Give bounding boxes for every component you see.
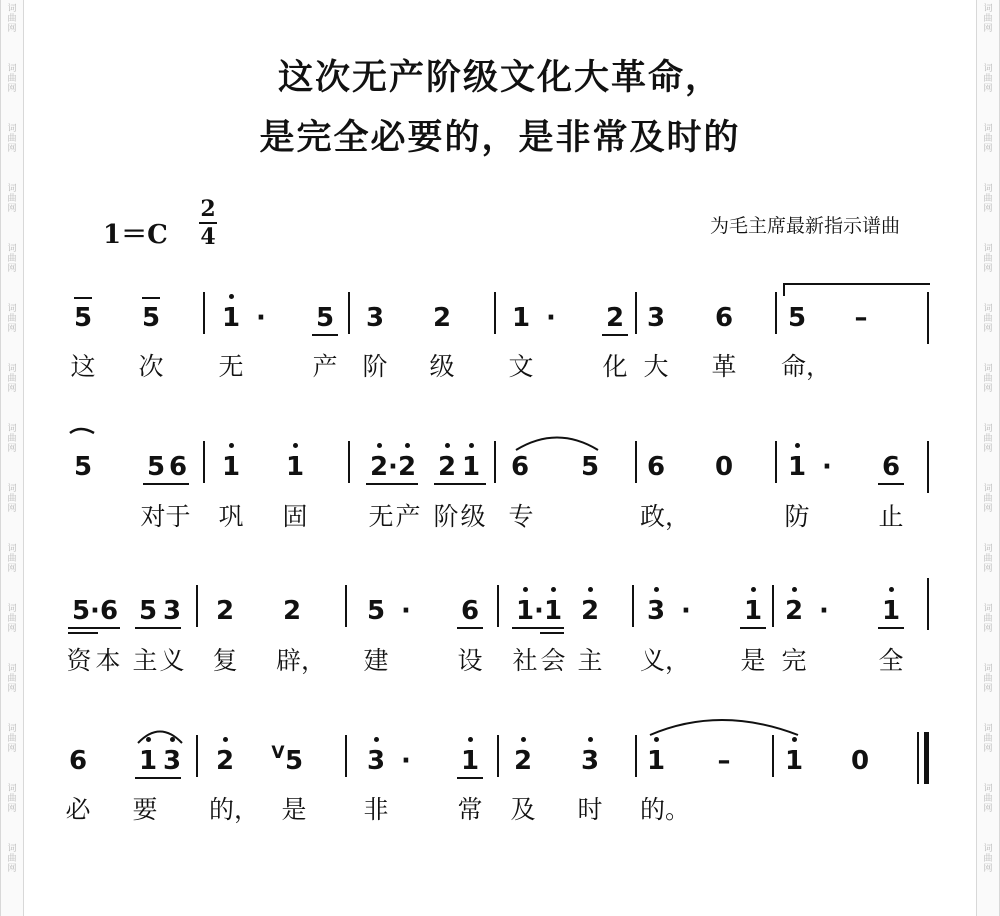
lyric: 主 — [577, 646, 603, 675]
lyric: 产 — [395, 502, 421, 531]
note: 2 — [605, 303, 625, 333]
lyric: 本 — [95, 646, 121, 675]
lyric: 阶 — [362, 352, 388, 381]
note: 3 — [366, 746, 386, 776]
watermark-text: 词 曲 网 — [983, 844, 993, 874]
note: 5 — [315, 303, 335, 333]
note: 1 — [881, 596, 901, 626]
note: 5 — [138, 596, 158, 626]
note: 1 — [515, 596, 535, 626]
watermark-text: 词 曲 网 — [983, 364, 993, 394]
lyric: 命， — [781, 352, 832, 381]
lyric: 社 — [512, 646, 538, 675]
note: 1 — [787, 452, 807, 482]
dot-extension: · — [388, 452, 398, 482]
lyric: 义， — [640, 646, 691, 675]
lyric: 文 — [508, 352, 534, 381]
watermark-text: 词 曲 网 — [7, 724, 17, 754]
watermark-text: 词 曲 网 — [7, 4, 17, 34]
lyric: 常 — [457, 795, 483, 824]
watermark-text: 词 曲 网 — [983, 484, 993, 514]
dot-extension: · — [681, 596, 691, 626]
lyric: 固 — [282, 502, 308, 531]
lyric: 级 — [429, 352, 455, 381]
note: 0 — [714, 452, 734, 482]
note: 1 — [460, 746, 480, 776]
lyric: 化 — [602, 352, 628, 381]
note: 1 — [784, 746, 804, 776]
note: 6 — [99, 596, 119, 626]
note: 1 — [461, 452, 481, 482]
watermark-text: 词 曲 网 — [983, 304, 993, 334]
breath-mark: V — [271, 743, 285, 763]
dash-extension: – — [854, 303, 868, 333]
lyric: 完 — [781, 646, 807, 675]
note: 6 — [168, 452, 188, 482]
lyric: 辟， — [276, 646, 327, 675]
lyric: 必 — [65, 795, 91, 824]
lyric: 级 — [460, 502, 486, 531]
lyric: 次 — [138, 352, 164, 381]
lyric: 会 — [540, 646, 566, 675]
lyric: 革 — [711, 352, 737, 381]
watermark-text: 词 曲 网 — [983, 424, 993, 454]
dot-extension: · — [822, 452, 832, 482]
watermark-text: 词 曲 网 — [7, 424, 17, 454]
watermark-text: 词 曲 网 — [7, 784, 17, 814]
note: 6 — [510, 452, 530, 482]
lyric: 义 — [159, 646, 185, 675]
lyric: 的， — [209, 795, 260, 824]
lyric: 主 — [132, 646, 158, 675]
lyric: 于 — [165, 502, 191, 531]
note: 6 — [714, 303, 734, 333]
dot-extension: · — [401, 596, 411, 626]
watermark-text: 词 曲 网 — [983, 784, 993, 814]
note: 3 — [365, 303, 385, 333]
slur-mark — [516, 438, 598, 451]
note: 2 — [432, 303, 452, 333]
song-title-line-2: 是完全必要的，是非常及时的 — [259, 117, 741, 158]
watermark-text: 词 曲 网 — [7, 484, 17, 514]
watermark-text: 词 曲 网 — [7, 184, 17, 214]
note: 5 — [141, 303, 161, 333]
watermark-text: 词 曲 网 — [983, 184, 993, 214]
lyric: 时 — [577, 795, 603, 824]
dot-extension: · — [546, 303, 556, 333]
tie-continuation — [70, 429, 94, 433]
tie-mark — [650, 720, 798, 735]
composer-note: 为毛主席最新指示谱曲 — [709, 215, 900, 237]
note: 2 — [784, 596, 804, 626]
lyric: 要 — [132, 795, 158, 824]
note: 2 — [369, 452, 389, 482]
note: 5 — [787, 303, 807, 333]
bracket-mark — [784, 284, 930, 296]
watermark-text: 词 曲 网 — [7, 544, 17, 574]
note: 5 — [73, 452, 93, 482]
lyric: 巩 — [218, 502, 244, 531]
lyric: 对 — [140, 502, 166, 531]
note: 5 — [73, 303, 93, 333]
note: 1 — [138, 746, 158, 776]
note: 2 — [215, 596, 235, 626]
lyric: 政， — [640, 502, 691, 531]
time-numerator: 2 — [200, 196, 216, 222]
lyric: 及 — [510, 795, 536, 824]
note: 5 — [71, 596, 91, 626]
watermark-text: 词 曲 网 — [7, 604, 17, 634]
note: 5 — [284, 746, 304, 776]
watermark-text: 词 曲 网 — [983, 64, 993, 94]
watermark-text: 词 曲 网 — [7, 244, 17, 274]
note: 6 — [646, 452, 666, 482]
watermark-text: 词 曲 网 — [7, 124, 17, 154]
note: 3 — [162, 596, 182, 626]
lyric: 设 — [457, 646, 483, 675]
note: 3 — [646, 596, 666, 626]
watermark-text: 词 曲 网 — [7, 64, 17, 94]
watermark-text: 词 曲 网 — [983, 124, 993, 154]
lyric: 非 — [363, 795, 389, 824]
note: 2 — [580, 596, 600, 626]
watermark-text: 词 曲 网 — [983, 544, 993, 574]
note: 6 — [460, 596, 480, 626]
note: 1 — [511, 303, 531, 333]
dot-extension: · — [90, 596, 100, 626]
note: 1 — [543, 596, 563, 626]
note: 6 — [68, 746, 88, 776]
lyric: 资 — [66, 646, 92, 675]
dot-extension: · — [819, 596, 829, 626]
song-title-line-1: 这次无产阶级文化大革命， — [277, 57, 722, 98]
note: 6 — [881, 452, 901, 482]
note: 1 — [221, 303, 241, 333]
dot-extension: · — [401, 746, 411, 776]
lyric: 全 — [878, 646, 904, 675]
slur-mark — [138, 732, 182, 744]
note: 0 — [850, 746, 870, 776]
note: 2 — [397, 452, 417, 482]
time-denominator: 4 — [200, 224, 216, 250]
lyric: 无 — [218, 352, 244, 381]
watermark-text: 词 曲 网 — [983, 664, 993, 694]
watermark-text: 词 曲 网 — [983, 4, 993, 34]
lyric: 大 — [643, 352, 669, 381]
dot-extension: · — [256, 303, 266, 333]
note: 1 — [221, 452, 241, 482]
lyric: 无 — [368, 502, 394, 531]
lyric: 产 — [312, 352, 338, 381]
lyric: 止 — [878, 502, 904, 531]
lyric: 是 — [740, 646, 766, 675]
note: 1 — [743, 596, 763, 626]
note: 3 — [162, 746, 182, 776]
dot-extension: · — [534, 596, 544, 626]
lyric: 这 — [70, 352, 96, 381]
note: 1 — [646, 746, 666, 776]
note: 2 — [513, 746, 533, 776]
note: 2 — [437, 452, 457, 482]
lyric: 阶 — [433, 502, 459, 531]
note: 2 — [215, 746, 235, 776]
watermark-text: 词 曲 网 — [983, 604, 993, 634]
note: 1 — [285, 452, 305, 482]
note: 3 — [580, 746, 600, 776]
watermark-text: 词 曲 网 — [983, 244, 993, 274]
note: 5 — [146, 452, 166, 482]
watermark-text: 词 曲 网 — [7, 364, 17, 394]
watermark-text: 词 曲 网 — [7, 304, 17, 334]
lyric: 复 — [212, 646, 238, 675]
watermark-text: 词 曲 网 — [7, 844, 17, 874]
note: 3 — [646, 303, 666, 333]
note: 5 — [580, 452, 600, 482]
lyric: 防 — [784, 502, 810, 531]
key-label: 1＝C — [103, 220, 168, 250]
lyric: 建 — [363, 646, 389, 675]
watermark-text: 词 曲 网 — [7, 664, 17, 694]
lyric: 专 — [508, 502, 534, 531]
note: 2 — [282, 596, 302, 626]
lyric: 是 — [281, 795, 307, 824]
dash-extension: – — [717, 746, 731, 776]
lyric: 的。 — [640, 795, 691, 824]
note: 5 — [366, 596, 386, 626]
watermark-text: 词 曲 网 — [983, 724, 993, 754]
